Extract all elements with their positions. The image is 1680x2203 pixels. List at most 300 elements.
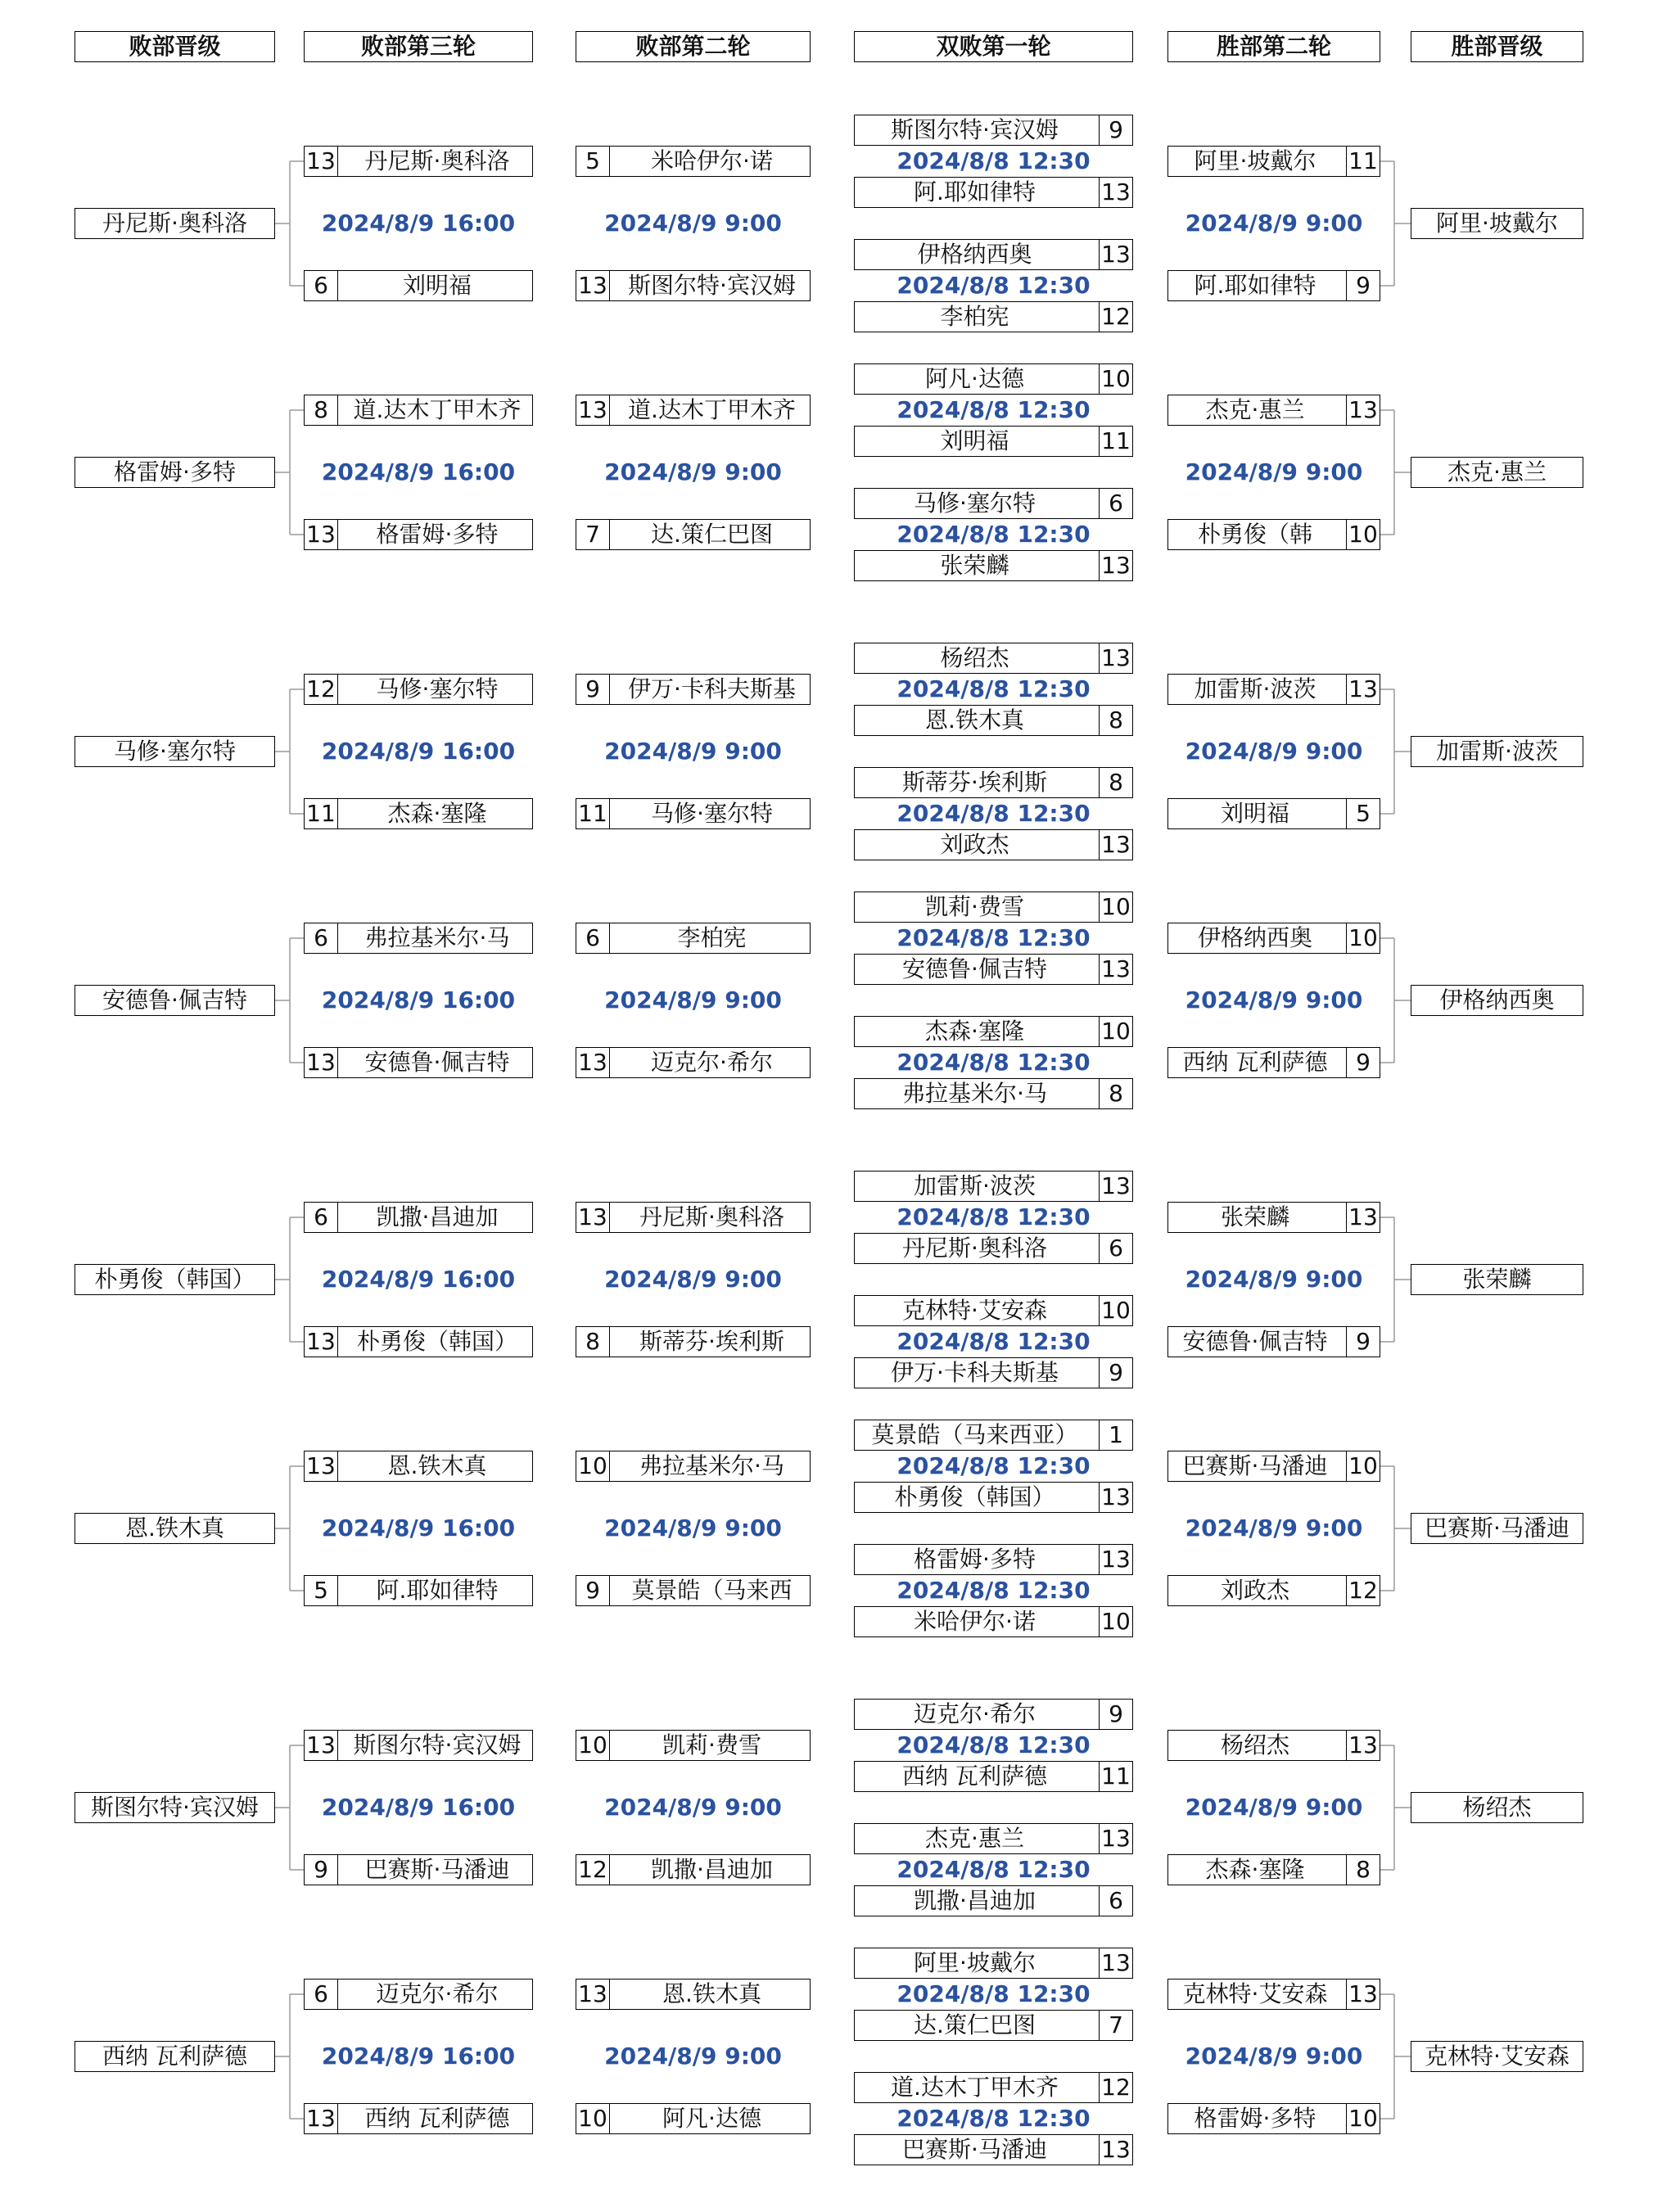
score: 11 [1099,1762,1132,1791]
score: 13 [1099,1948,1132,1978]
r1-entry [854,2010,1133,2041]
score: 9 [1346,1327,1380,1357]
l3-entry [304,146,533,177]
score: 13 [1099,955,1132,984]
score: 10 [1346,923,1380,953]
score: 13 [1346,1980,1380,2009]
score: 12 [305,675,338,704]
w2-entry [1167,1202,1380,1233]
match-time: 2024/8/8 12:30 [896,147,1091,174]
score: 9 [1346,271,1380,300]
score: 11 [1346,147,1380,176]
score: 10 [576,2104,610,2133]
losers-advance-player: 西纳 瓦利萨德 [75,2041,275,2072]
player-name: 杰森·塞隆 [925,1018,1024,1045]
header-losers-advance: 败部晋级 [75,31,275,62]
score: 10 [576,1451,610,1481]
r1-entry [854,488,1133,519]
match-time: 2024/8/8 12:30 [896,1203,1091,1230]
score: 10 [1346,520,1380,549]
score: 13 [1099,551,1132,580]
match-time: 2024/8/9 16:00 [321,1266,516,1293]
score: 13 [576,395,610,425]
header-winners-round2: 胜部第二轮 [1167,31,1380,62]
score: 9 [1099,1700,1132,1729]
r1-entry [854,1171,1133,1202]
match-time: 2024/8/9 9:00 [1185,1794,1363,1821]
l2-entry [576,395,811,426]
l2-entry [576,146,811,177]
l2-entry [576,1451,811,1482]
player-name: 阿凡·达德 [662,2105,761,2132]
match-time: 2024/8/8 12:30 [896,1856,1091,1883]
score: 10 [1099,1017,1132,1046]
score: 9 [576,675,610,704]
score: 8 [305,395,338,425]
score: 13 [576,271,610,300]
r1-entry [854,2072,1133,2103]
score: 13 [576,1203,610,1232]
player-name: 巴赛斯·马潘迪 [1182,1452,1328,1479]
player-name: 朴勇俊（韩国） [356,1328,517,1355]
score: 12 [1346,1576,1380,1605]
r1-entry [854,1295,1133,1326]
losers-advance-player: 斯图尔特·宾汉姆 [75,1792,275,1823]
player-name: 莫景皓（马来西亚） [871,1421,1078,1448]
score: 8 [1346,1855,1380,1885]
l2-entry [576,1047,811,1078]
player-name: 斯蒂芬·埃利斯 [639,1328,784,1355]
l2-entry [576,923,811,954]
r1-entry [854,1761,1133,1792]
score: 13 [1099,1483,1132,1512]
winners-advance-player: 伊格纳西奥 [1411,985,1583,1016]
w2-entry [1167,1979,1380,2010]
player-name: 加雷斯·波茨 [1194,675,1316,702]
player-name: 恩.铁木真 [662,1980,761,2007]
l3-entry [304,1451,533,1482]
winners-advance-player: 张荣麟 [1411,1264,1583,1295]
score: 10 [1099,1607,1132,1636]
player-name: 刘明福 [402,272,472,299]
score: 13 [1099,1171,1132,1201]
player-name: 巴赛斯·马潘迪 [902,2136,1047,2163]
player-name: 凯莉·费雪 [662,1731,761,1758]
match-time: 2024/8/8 12:30 [896,1049,1091,1076]
l3-entry [304,270,533,301]
score: 6 [305,1203,338,1232]
r1-entry [854,829,1133,860]
l2-entry [576,2103,811,2134]
l3-entry [304,2103,533,2134]
score: 13 [305,520,338,549]
score: 10 [1099,892,1132,922]
score: 13 [305,1327,338,1357]
player-name: 迈克尔·希尔 [914,1700,1036,1727]
l2-entry [576,1202,811,1233]
score: 8 [1099,1079,1132,1108]
player-name: 杰克·惠兰 [1205,396,1305,423]
score: 13 [1346,1203,1380,1232]
r1-entry [854,1823,1133,1854]
player-name: 巴赛斯·马潘迪 [364,1856,510,1883]
score: 5 [1346,799,1380,828]
w2-entry [1167,1575,1380,1606]
player-name: 道.达木丁甲木齐 [628,396,796,423]
match-time: 2024/8/9 9:00 [604,2043,782,2070]
player-name: 西纳 瓦利萨德 [364,2105,510,2132]
score: 13 [305,1731,338,1760]
r1-entry [854,239,1133,270]
player-name: 恩.铁木真 [387,1452,487,1479]
player-name: 朴勇俊（韩 [1197,521,1312,548]
score: 6 [1099,1886,1132,1916]
player-name: 斯图尔特·宾汉姆 [891,116,1059,143]
player-name: 杰森·塞隆 [387,800,487,827]
score: 9 [576,1576,610,1605]
score: 13 [1099,2135,1132,2165]
match-time: 2024/8/8 12:30 [896,924,1091,951]
header-losers-round3: 败部第三轮 [304,31,533,62]
l3-entry [304,1979,533,2010]
player-name: 格雷姆·多特 [914,1546,1036,1573]
score: 13 [1099,830,1132,860]
score: 13 [1099,178,1132,207]
losers-advance-player: 马修·塞尔特 [75,736,275,767]
match-time: 2024/8/9 9:00 [1185,1515,1363,1542]
match-time: 2024/8/8 12:30 [896,1980,1091,2007]
score: 10 [1099,364,1132,394]
player-name: 加雷斯·波茨 [914,1172,1036,1199]
w2-entry [1167,1451,1380,1482]
r1-entry [854,1606,1133,1637]
r1-entry [854,954,1133,985]
player-name: 米哈伊尔·诺 [914,1608,1036,1635]
winners-advance-player: 加雷斯·波茨 [1411,736,1583,767]
r1-entry [854,1016,1133,1047]
l3-entry [304,923,533,954]
l2-entry [576,1326,811,1357]
r1-entry [854,643,1133,674]
player-name: 米哈伊尔·诺 [651,147,773,174]
score: 13 [305,1048,338,1077]
player-name: 安德鲁·佩吉特 [364,1049,510,1076]
match-time: 2024/8/8 12:30 [896,396,1091,423]
match-time: 2024/8/8 12:30 [896,1731,1091,1758]
player-name: 凯撒·昌迪加 [376,1203,499,1230]
match-time: 2024/8/8 12:30 [896,1452,1091,1479]
score: 12 [1099,302,1132,332]
score: 5 [576,147,610,176]
l2-entry [576,1575,811,1606]
player-name: 道.达木丁甲木齐 [891,2074,1059,2101]
score: 13 [305,2104,338,2133]
score: 11 [1099,427,1132,456]
match-time: 2024/8/9 9:00 [1185,2043,1363,2070]
player-name: 阿.耶如律特 [914,178,1036,205]
r1-entry [854,1544,1133,1575]
player-name: 凯莉·费雪 [925,893,1024,920]
player-name: 道.达木丁甲木齐 [353,396,522,423]
r1-entry [854,177,1133,208]
score: 8 [1099,706,1132,735]
match-time: 2024/8/9 9:00 [1185,1266,1363,1293]
player-name: 刘明福 [940,427,1009,454]
l3-entry [304,1730,533,1761]
score: 12 [576,1855,610,1885]
match-time: 2024/8/8 12:30 [896,1577,1091,1604]
player-name: 达.策仁巴图 [651,521,773,548]
w2-entry [1167,798,1380,829]
player-name: 西纳 瓦利萨德 [1182,1049,1328,1076]
score: 10 [1099,1296,1132,1325]
winners-advance-player: 克林特·艾安森 [1411,2041,1583,2072]
player-name: 杨绍杰 [940,644,1009,671]
losers-advance-player: 安德鲁·佩吉特 [75,985,275,1016]
score: 8 [1099,768,1132,797]
match-time: 2024/8/8 12:30 [896,675,1091,702]
r1-entry [854,1482,1133,1513]
match-time: 2024/8/9 16:00 [321,2043,516,2070]
score: 13 [305,1451,338,1481]
player-name: 刘政杰 [1220,1577,1289,1604]
player-name: 刘明福 [1220,800,1289,827]
w2-entry [1167,519,1380,550]
player-name: 马修·塞尔特 [376,675,499,702]
player-name: 西纳 瓦利萨德 [902,1763,1047,1790]
match-time: 2024/8/8 12:30 [896,521,1091,548]
l3-entry [304,395,533,426]
player-name: 斯图尔特·宾汉姆 [628,272,796,299]
r1-entry [854,767,1133,798]
player-name: 凯撒·昌迪加 [651,1856,773,1883]
l2-entry [576,1854,811,1885]
losers-advance-player: 恩.铁木真 [75,1513,275,1544]
w2-entry [1167,923,1380,954]
score: 12 [1099,2073,1132,2102]
score: 9 [1346,1048,1380,1077]
score: 6 [1099,1234,1132,1263]
winners-advance-player: 杨绍杰 [1411,1792,1583,1823]
score: 7 [576,520,610,549]
l2-entry [576,270,811,301]
losers-advance-player: 格雷姆·多特 [75,457,275,488]
player-name: 伊万·卡科夫斯基 [628,675,796,702]
player-name: 杰森·塞隆 [1205,1856,1305,1883]
score: 6 [1099,489,1132,518]
player-name: 格雷姆·多特 [1194,2105,1316,2132]
player-name: 马修·塞尔特 [651,800,773,827]
player-name: 安德鲁·佩吉特 [1182,1328,1328,1355]
winners-advance-player: 巴赛斯·马潘迪 [1411,1513,1583,1544]
match-time: 2024/8/9 9:00 [604,738,782,765]
l3-entry [304,798,533,829]
player-name: 克林特·艾安森 [1182,1980,1328,2007]
header-winners-advance: 胜部晋级 [1411,31,1583,62]
score: 13 [1346,675,1380,704]
player-name: 伊万·卡科夫斯基 [891,1359,1059,1386]
player-name: 格雷姆·多特 [376,521,499,548]
player-name: 阿凡·达德 [925,365,1024,392]
r1-entry [854,426,1133,457]
l2-entry [576,798,811,829]
score: 13 [1346,1731,1380,1760]
score: 7 [1099,2011,1132,2040]
score: 10 [1346,1451,1380,1481]
player-name: 阿.耶如律特 [376,1577,499,1604]
match-time: 2024/8/9 16:00 [321,210,516,237]
r1-entry [854,301,1133,332]
w2-entry [1167,1047,1380,1078]
player-name: 杨绍杰 [1220,1731,1289,1758]
score: 6 [305,271,338,300]
r1-entry [854,1948,1133,1979]
player-name: 阿里·坡戴尔 [1194,147,1316,174]
score: 13 [576,1048,610,1077]
player-name: 弗拉基米尔·马 [639,1452,784,1479]
player-name: 李柏宪 [677,924,747,951]
r1-entry [854,892,1133,923]
player-name: 阿.耶如律特 [1194,272,1316,299]
header-double-round1: 双败第一轮 [854,31,1133,62]
r1-entry [854,1885,1133,1916]
match-time: 2024/8/9 9:00 [1185,738,1363,765]
match-time: 2024/8/9 9:00 [1185,210,1363,237]
w2-entry [1167,270,1380,301]
player-name: 恩.铁木真 [925,706,1024,734]
score: 9 [1099,1358,1132,1388]
player-name: 安德鲁·佩吉特 [902,955,1047,982]
match-time: 2024/8/9 9:00 [1185,986,1363,1013]
player-name: 弗拉基米尔·马 [364,924,510,951]
score: 13 [1099,240,1132,269]
player-name: 克林特·艾安森 [902,1297,1047,1324]
player-name: 丹尼斯·奥科洛 [364,147,510,174]
match-time: 2024/8/9 16:00 [321,458,516,485]
l3-entry [304,1047,533,1078]
player-name: 迈克尔·希尔 [651,1049,773,1076]
player-name: 刘政杰 [940,831,1009,858]
l2-entry [576,674,811,705]
r1-entry [854,363,1133,395]
w2-entry [1167,2103,1380,2134]
r1-entry [854,1699,1133,1730]
header-losers-round2: 败部第二轮 [576,31,811,62]
match-time: 2024/8/9 16:00 [321,1515,516,1542]
score: 6 [305,923,338,953]
winners-advance-player: 阿里·坡戴尔 [1411,208,1583,239]
l3-entry [304,1575,533,1606]
match-time: 2024/8/8 12:30 [896,272,1091,299]
score: 9 [305,1855,338,1885]
w2-entry [1167,1730,1380,1761]
player-name: 伊格纳西奥 [917,241,1032,268]
r1-entry [854,2134,1133,2165]
player-name: 弗拉基米尔·马 [902,1080,1047,1107]
player-name: 丹尼斯·奥科洛 [902,1235,1047,1262]
match-time: 2024/8/9 16:00 [321,738,516,765]
l3-entry [304,674,533,705]
player-name: 迈克尔·希尔 [376,1980,499,2007]
match-time: 2024/8/9 9:00 [1185,458,1363,485]
match-time: 2024/8/9 9:00 [604,210,782,237]
score: 13 [1346,395,1380,425]
r1-entry [854,115,1133,146]
l2-entry [576,1730,811,1761]
score: 13 [305,147,338,176]
score: 10 [1346,2104,1380,2133]
w2-entry [1167,1326,1380,1357]
w2-entry [1167,674,1380,705]
winners-advance-player: 杰克·惠兰 [1411,457,1583,488]
match-time: 2024/8/9 9:00 [604,1266,782,1293]
losers-advance-player: 朴勇俊（韩国） [75,1264,275,1295]
player-name: 丹尼斯·奥科洛 [639,1203,784,1230]
score: 11 [305,799,338,828]
l2-entry [576,519,811,550]
score: 13 [1099,1545,1132,1574]
l2-entry [576,1979,811,2010]
l3-entry [304,1202,533,1233]
match-time: 2024/8/9 9:00 [604,1794,782,1821]
match-time: 2024/8/8 12:30 [896,2105,1091,2132]
player-name: 李柏宪 [940,303,1009,330]
losers-advance-player: 丹尼斯·奥科洛 [75,208,275,239]
score: 6 [576,923,610,953]
match-time: 2024/8/9 16:00 [321,1794,516,1821]
match-time: 2024/8/9 16:00 [321,986,516,1013]
match-time: 2024/8/9 9:00 [604,986,782,1013]
player-name: 伊格纳西奥 [1197,924,1312,951]
player-name: 杰克·惠兰 [925,1825,1024,1852]
w2-entry [1167,146,1380,177]
match-time: 2024/8/8 12:30 [896,800,1091,827]
r1-entry [854,705,1133,736]
l3-entry [304,1326,533,1357]
player-name: 斯图尔特·宾汉姆 [353,1731,522,1758]
score: 5 [305,1576,338,1605]
r1-entry [854,1420,1133,1451]
player-name: 张荣麟 [940,552,1009,579]
r1-entry [854,550,1133,581]
player-name: 达.策仁巴图 [914,2011,1036,2038]
match-time: 2024/8/8 12:30 [896,1328,1091,1355]
l3-entry [304,1854,533,1885]
player-name: 张荣麟 [1220,1203,1289,1230]
player-name: 凯撒·昌迪加 [914,1887,1036,1914]
r1-entry [854,1233,1133,1264]
r1-entry [854,1078,1133,1109]
score: 9 [1099,115,1132,145]
player-name: 朴勇俊（韩国） [894,1483,1055,1510]
player-name: 马修·塞尔特 [914,490,1036,517]
r1-entry [854,1357,1133,1388]
player-name: 斯蒂芬·埃利斯 [902,769,1047,796]
player-name: 莫景皓（马来西 [631,1577,793,1604]
w2-entry [1167,395,1380,426]
w2-entry [1167,1854,1380,1885]
player-name: 阿里·坡戴尔 [914,1949,1036,1976]
score: 8 [576,1327,610,1357]
score: 13 [1099,1824,1132,1853]
score: 1 [1099,1420,1132,1450]
score: 11 [576,799,610,828]
score: 13 [576,1980,610,2009]
match-time: 2024/8/9 9:00 [604,458,782,485]
score: 13 [1099,643,1132,673]
score: 6 [305,1980,338,2009]
l3-entry [304,519,533,550]
